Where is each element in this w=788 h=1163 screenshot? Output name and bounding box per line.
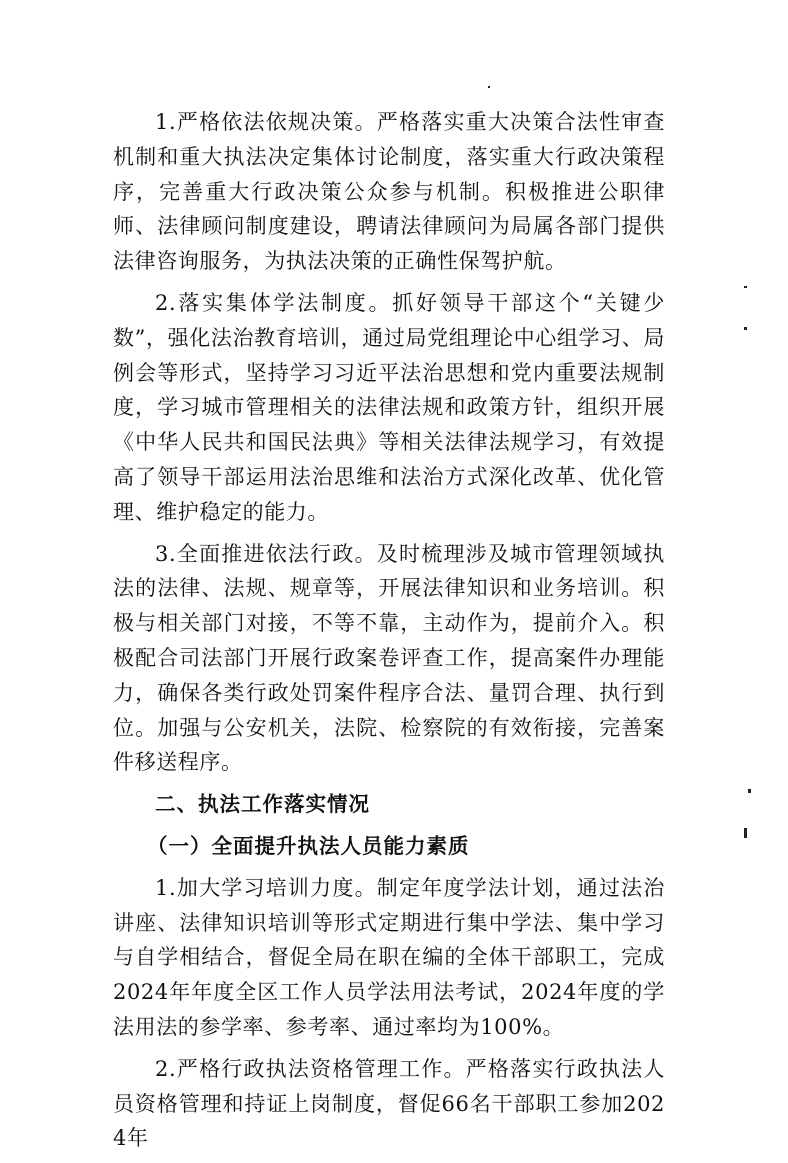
paragraph-2: 2.落实集体学法制度。抓好领导干部这个“关键少数”，强化法治教育培训，通过局党组理论中心组学习、局例会等形式，坚持学习习近平法治思想和党内重要法规制度，学习城市管理相关的法律法规和政策方针，组织开展《中华人民共和国民法典》等相关法律法规学习，有效提高了领导干部运用法治思维和法治方式深化改革、优化管理、维护稳定的能力。 xyxy=(113,290,665,524)
section-heading: 二、执法工作落实情况 xyxy=(155,792,370,817)
scan-speck xyxy=(748,789,751,793)
paragraph-4: 1.加大学习培训力度。制定年度学法计划，通过法治讲座、法律知识培训等形式定期进行集中学法、集中学习与自学相结合，督促全局在职在编的全体干部职工，完成2024年年度全区工作人员学法用法考试，2024年度的学法用法的参学率、参考率、通过率均为100%。 xyxy=(113,875,665,1039)
paragraph-5: 2.严格行政执法资格管理工作。严格落实行政执法人员资格管理和持证上岗制度，督促66名干部职工参加2024年 xyxy=(113,1056,665,1151)
subsection-heading: （一）全面提升执法人员能力素质 xyxy=(147,833,470,858)
scan-speck xyxy=(744,828,747,838)
scan-speck xyxy=(744,286,747,288)
scan-speck xyxy=(488,86,490,88)
scan-speck xyxy=(744,327,747,330)
paragraph-3: 3.全面推进依法行政。及时梳理涉及城市管理领域执法的法律、法规、规章等，开展法律知识和业务培训。积极与相关部门对接，不等不靠，主动作为，提前介入。积极配合司法部门开展行政案卷评查工作，提高案件办理能力，确保各类行政处罚案件程序合法、量罚合理、执行到位。加强与公安机关，法院、检察院的有效衔接，完善案件移送程序。 xyxy=(113,541,665,775)
paragraph-1: 1.严格依法依规决策。严格落实重大决策合法性审查机制和重大执法决定集体讨论制度，落实重大行政决策程序，完善重大行政决策公众参与机制。积极推进公职律师、法律顾问制度建设，聘请法律顾问为局属各部门提供法律咨询服务，为执法决策的正确性保驾护航。 xyxy=(113,110,665,274)
document-body xyxy=(113,105,665,1163)
